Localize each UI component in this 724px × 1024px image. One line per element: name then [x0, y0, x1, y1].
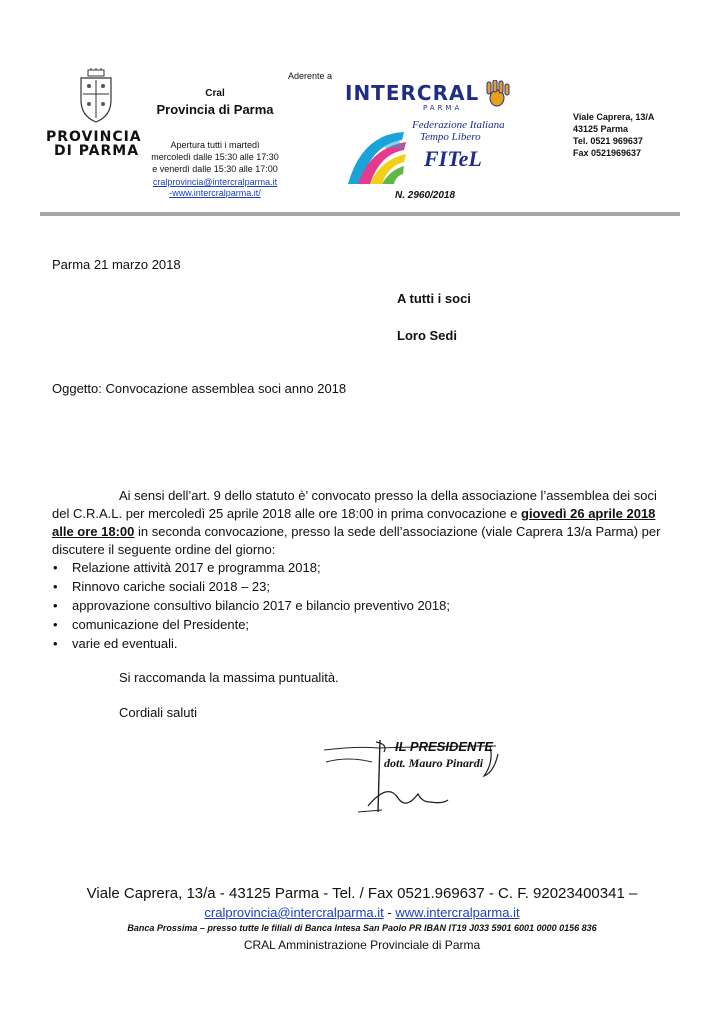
- opening-hours-line3: e venerdì dalle 15:30 alle 17:00: [152, 164, 278, 174]
- fitel-text-logo: FITeL: [424, 146, 482, 171]
- fitel-number: N. 2960/2018: [395, 190, 456, 201]
- footer-links: [0, 905, 724, 920]
- paragraph-line2: [52, 505, 655, 523]
- footer-website-link[interactable]: www.intercralparma.it: [395, 905, 520, 920]
- province-crest-icon: [78, 68, 114, 124]
- letter-date: Parma 21 marzo 2018: [52, 257, 181, 272]
- agenda-item-text: comunicazione del Presidente;: [72, 617, 250, 632]
- footer-address: Viale Caprera, 13/a - 43125 Parma - Tel. / Fax 0521.969637 - C. F. 92023400341 –: [86, 885, 638, 902]
- paragraph-line3: [52, 523, 660, 541]
- opening-hours-line1: Apertura tutti i martedì: [170, 140, 260, 150]
- bullet-icon: •: [53, 598, 58, 613]
- signature-name: dott. Mauro Pinardi: [384, 756, 484, 770]
- intercral-logo: [345, 80, 515, 112]
- bullet-icon: •: [53, 617, 58, 632]
- header-address-line1: Viale Caprera, 13/A: [573, 112, 655, 122]
- province-logo-text-line1: PROVINCIA: [46, 129, 142, 145]
- paragraph-line4: discutere il seguente ordine del giorno:: [52, 542, 276, 557]
- footer-email-link[interactable]: cralprovincia@intercralparma.it: [204, 905, 384, 920]
- bullet-icon: •: [53, 636, 58, 651]
- paragraph-line3-text: in seconda convocazione, presso la sede dell’associazione (viale Caprera 13/a Parma) per: [134, 524, 661, 539]
- recommendation-text: Si raccomanda la massima puntualità.: [119, 670, 339, 685]
- recipient-line1: A tutti i soci: [397, 291, 471, 306]
- recipient-line2: Loro Sedi: [397, 328, 457, 343]
- fitel-logo: [344, 114, 514, 186]
- paragraph-line1: Ai sensi dell’art. 9 dello statuto è’ convocato presso la della associazione l’assemblea dei soci: [119, 488, 657, 503]
- header-address-line2: 43125 Parma: [573, 124, 629, 134]
- footer-separator: -: [383, 905, 396, 920]
- bullet-icon: •: [53, 579, 58, 594]
- paragraph-line2-text: del C.R.A.L. per mercoledì 25 aprile 2018 alle ore 18:00 in prima convocazione e: [52, 506, 521, 521]
- signature-title: IL PRESIDENTE: [395, 739, 494, 754]
- agenda-list: [52, 559, 652, 654]
- second-convocation-date: giovedì 26 aprile 2018: [521, 506, 656, 521]
- agenda-item-text: Rinnovo cariche sociali 2018 – 23;: [72, 579, 271, 594]
- bullet-icon: •: [53, 560, 58, 575]
- fitel-text-line1: Federazione Italiana: [412, 119, 505, 131]
- intercral-logo-sub: PARMA: [423, 104, 463, 112]
- opening-hours-line2: mercoledì dalle 15:30 alle 17:30: [151, 152, 279, 162]
- hand-icon: [487, 80, 509, 106]
- closing-text: Cordiali saluti: [119, 705, 198, 720]
- list-item: [52, 635, 652, 654]
- footer-bank: Banca Prossima – presso tutte le filiali di Banca Intesa San Paolo PR IBAN IT19 J033 5901 6001 0000 0156 836: [127, 923, 597, 933]
- aderente-label: Aderente a: [288, 71, 333, 81]
- header-telephone: Tel. 0521 969637: [573, 136, 643, 146]
- header-fax: Fax 0521969637: [573, 148, 642, 158]
- agenda-item-text: varie ed eventuali.: [72, 636, 178, 651]
- list-item: [52, 597, 652, 616]
- header-website-link[interactable]: -www.intercralparma.it/: [169, 188, 261, 198]
- agenda-item-text: Relazione attività 2017 e programma 2018;: [72, 560, 321, 575]
- province-logo-text-line2: DI PARMA: [54, 143, 140, 159]
- letter-subject: Oggetto: Convocazione assemblea soci anno 2018: [52, 381, 347, 396]
- agenda-item-text: approvazione consultivo bilancio 2017 e bilancio preventivo 2018;: [72, 598, 450, 613]
- cral-name: Provincia di Parma: [156, 102, 274, 117]
- list-item: [52, 559, 652, 578]
- list-item: [52, 578, 652, 597]
- cral-label: Cral: [205, 88, 225, 99]
- list-item: [52, 616, 652, 635]
- header-divider: [40, 212, 680, 216]
- intercral-logo-text: INTERCRAL: [345, 81, 480, 105]
- fitel-text-line2: Tempo Libero: [420, 131, 481, 143]
- footer-organization: CRAL Amministrazione Provinciale di Parma: [243, 938, 481, 952]
- second-convocation-time: alle ore 18:00: [52, 524, 135, 539]
- header-email-link[interactable]: cralprovincia@intercralparma.it: [152, 177, 278, 187]
